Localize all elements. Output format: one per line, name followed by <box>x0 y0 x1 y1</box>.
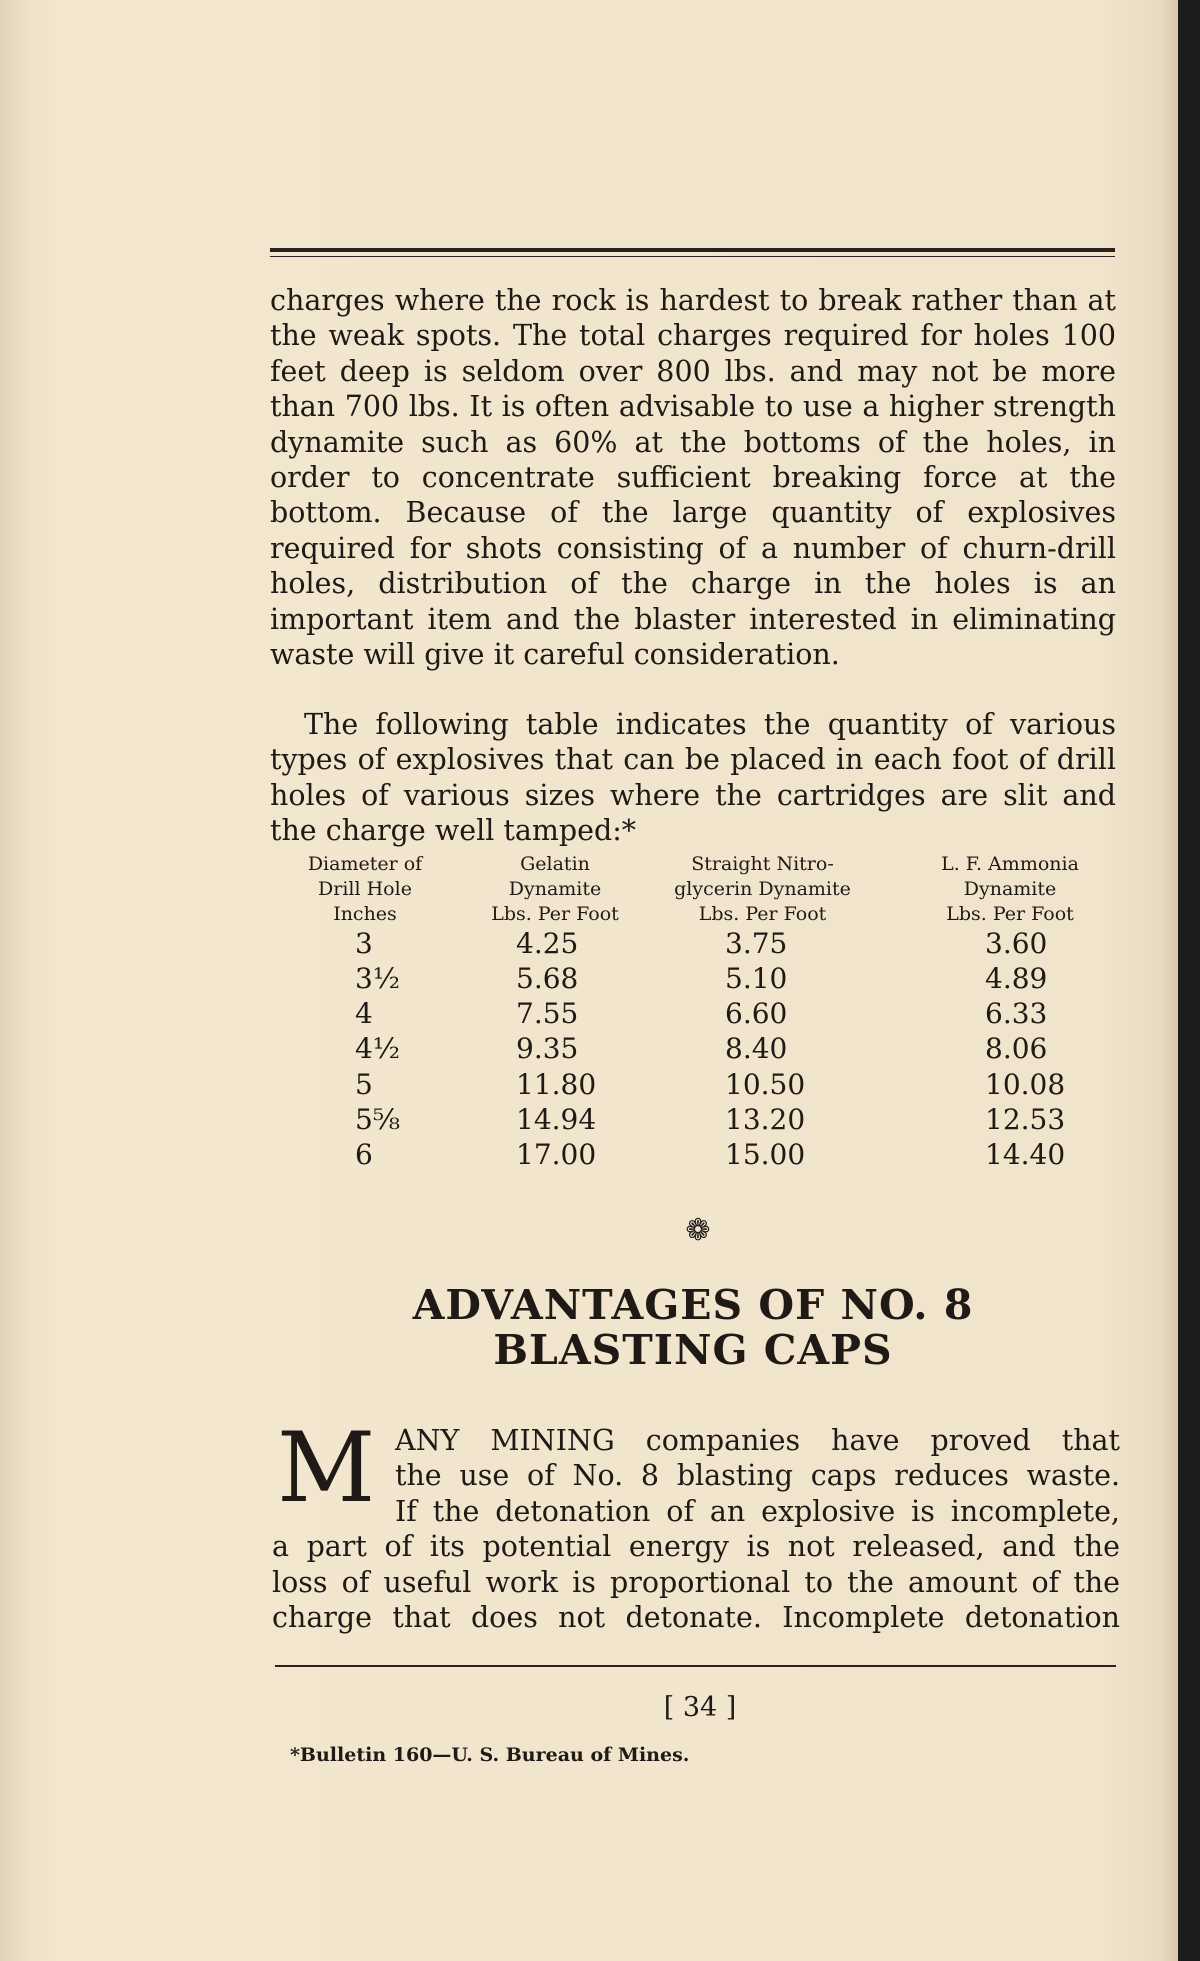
table-header-ammonia: L. F. Ammonia Dynamite Lbs. Per Foot <box>941 853 1079 925</box>
table-cell-diameter: 5 <box>355 1068 373 1101</box>
table-cell-gelatin: 17.00 <box>516 1138 597 1171</box>
footnote: *Bulletin 160—U. S. Bureau of Mines. <box>290 1744 690 1766</box>
section-heading <box>270 1283 1116 1373</box>
table-cell-ammonia: 4.89 <box>985 962 1048 995</box>
table-cell-diameter: 4½ <box>355 1032 400 1065</box>
book-spine <box>1178 0 1200 1961</box>
table-cell-gelatin: 11.80 <box>516 1068 597 1101</box>
table-cell-nitroglycerin: 6.60 <box>725 997 788 1030</box>
body-line: If the detonation of an explosive is incomplete, <box>395 1495 1120 1528</box>
page-number: [ 34 ] <box>663 1692 737 1723</box>
section-heading-line-2: BLASTING CAPS <box>493 1326 893 1374</box>
table-header-gelatin: Gelatin Dynamite Lbs. Per Foot <box>491 853 619 925</box>
table-cell-nitroglycerin: 10.50 <box>725 1068 806 1101</box>
table-cell-ammonia: 10.08 <box>985 1068 1066 1101</box>
table-cell-gelatin: 4.25 <box>516 927 579 960</box>
table-cell-nitroglycerin: 13.20 <box>725 1103 806 1136</box>
table-cell-ammonia: 6.33 <box>985 997 1048 1030</box>
top-rule-thick <box>270 248 1115 252</box>
table-cell-nitroglycerin: 3.75 <box>725 927 788 960</box>
table-cell-nitroglycerin: 15.00 <box>725 1138 806 1171</box>
bottom-rule <box>275 1665 1116 1667</box>
body-line: the use of No. 8 blasting caps reduces waste. <box>395 1459 1120 1492</box>
table-cell-ammonia: 12.53 <box>985 1103 1066 1136</box>
body-line: ANY MINING companies have proved that <box>395 1424 1120 1457</box>
table-cell-nitroglycerin: 8.40 <box>725 1032 788 1065</box>
top-rule-thin <box>270 256 1115 257</box>
table-cell-gelatin: 7.55 <box>516 997 579 1030</box>
table-header-diameter: Diameter of Drill Hole Inches <box>307 853 423 925</box>
body-line: charge that does not detonate. Incomplete detonation <box>272 1601 1120 1634</box>
table-cell-ammonia: 3.60 <box>985 927 1048 960</box>
drop-cap: M <box>277 1412 376 1524</box>
body-line: a part of its potential energy is not released, and the <box>272 1530 1120 1563</box>
table-cell-gelatin: 5.68 <box>516 962 579 995</box>
table-cell-diameter: 4 <box>355 997 373 1030</box>
table-cell-diameter: 3 <box>355 927 373 960</box>
table-cell-ammonia: 8.06 <box>985 1032 1048 1065</box>
table-cell-diameter: 5⅝ <box>355 1103 400 1136</box>
continuation-paragraph: charges where the rock is hardest to break rather than at the weak spots. The total charges required for holes 100 feet deep is seldom over 800 lbs. and may not be more than 700 lbs. It is often advisable to use a higher strength dynamite such as 60% at the bottoms of the holes, in order to concentrate sufficient breaking force at the bottom. Because of the large quantity of explosives required for shots consisting of a number of churn-drill holes, distribution of the charge in the holes is an important item and the blaster interested in eliminating waste will give it careful consideration. <box>270 284 1116 672</box>
table-cell-nitroglycerin: 5.10 <box>725 962 788 995</box>
body-line: loss of useful work is proportional to the amount of the <box>272 1566 1120 1599</box>
table-cell-diameter: 6 <box>355 1138 373 1171</box>
table-cell-gelatin: 9.35 <box>516 1032 579 1065</box>
table-header-nitroglycerin: Straight Nitro- glycerin Dynamite Lbs. Per Foot <box>674 853 851 925</box>
table-cell-diameter: 3½ <box>355 962 400 995</box>
rosette-icon: ❁ <box>685 1213 711 1248</box>
table-intro-paragraph: The following table indicates the quantity of various types of explosives that can be placed in each foot of drill holes of various sizes where the cartridges are slit and the charge well tamped:* <box>270 708 1116 848</box>
table-cell-ammonia: 14.40 <box>985 1138 1066 1171</box>
table-cell-gelatin: 14.94 <box>516 1103 597 1136</box>
section-heading-line-1: ADVANTAGES OF NO. 8 <box>412 1281 974 1329</box>
